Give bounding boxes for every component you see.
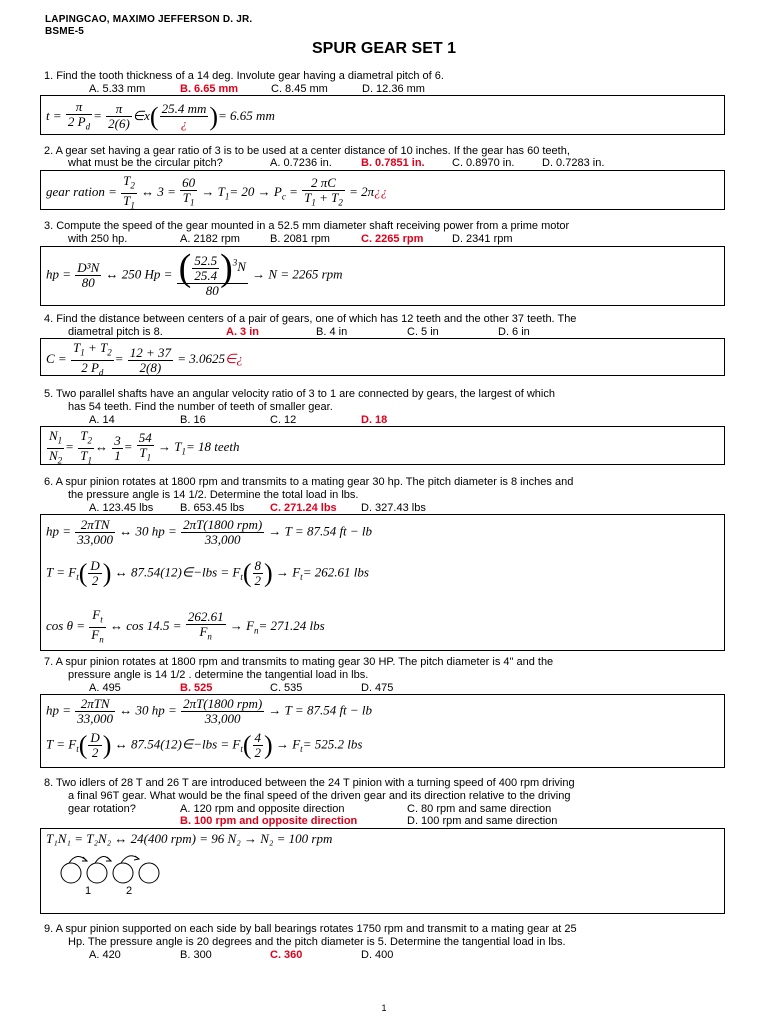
- solution-box-5: [40, 426, 725, 465]
- solution-box-6: [40, 514, 725, 651]
- question-9-line1: 9. A spur pinion supported on each side by ball bearings rotates 1750 rpm and transmit to a mating gear at 25: [44, 923, 577, 935]
- question-8-line2: a final 96T gear. What would be the final speed of the driven gear and its direction relative to the driving: [68, 790, 571, 802]
- diagram-label-2: 2: [126, 885, 133, 897]
- gear-circle-2: [87, 863, 107, 883]
- q4-choice-a: A. 3 in: [226, 326, 260, 338]
- q9-choice-b: B. 300: [180, 949, 212, 961]
- question-3-line1: 3. Compute the speed of the gear mounted in a 52.5 mm diameter shaft receiving power from a prime motor: [44, 220, 570, 232]
- gear-circle-3: [113, 863, 133, 883]
- question-9-line2: Hp. The pressure angle is 20 degrees and the pitch diameter is 5. Determine the tangential load in lbs.: [68, 936, 566, 948]
- solution-4-equation: C = $\frac{T_1 + T_2}{2 P_d}$ = $\frac{12 + 37}{2(8)}$ = 3.0625∈¿: [46, 340, 243, 378]
- question-7-line2: pressure angle is 14 1/2 . determine the tangential load in lbs.: [68, 669, 369, 681]
- q9-choice-c: C. 360: [270, 949, 303, 961]
- q3-choice-b: B. 2081 rpm: [270, 233, 330, 245]
- solution-2-equation: gear ration = $\frac{T_2}{T_1}$ ↔ 3 = $\frac{60}{T_1}$ → $T_1= 20 \to P_c$ = $\frac{2 \pi C}{T_1 + T_2}$ = 2π¿¿: [46, 173, 388, 211]
- question-6-line1: 6. A spur pinion rotates at 1800 rpm and transmits to a mating gear 30 hp. The pitch diameter is 8 inches and: [44, 476, 574, 488]
- student-name: LAPINGCAO, MAXIMO JEFFERSON D. JR.: [45, 14, 253, 25]
- q3-choice-c: C. 2265 rpm: [361, 233, 424, 245]
- diagram-label-1: 1: [85, 885, 92, 897]
- q5-choice-d: D. 18: [361, 414, 388, 426]
- solution-box-1: [40, 95, 725, 135]
- q8-choice-d: D. 100 rpm and same direction: [407, 815, 558, 827]
- solution-7-line2: $T = F_t$( $\frac{D}{2}$ ) ↔ 87.54(12)∈−lbs = $F_t$( $\frac{4}{2}$ ) → $F_t= 525.2$ lbs: [46, 730, 363, 760]
- q3-choice-a: A. 2182 rpm: [180, 233, 240, 245]
- q2-choice-b: B. 0.7851 in.: [361, 157, 425, 169]
- question-4-line1: 4. Find the distance between centers of a pair of gears, one of which has 12 teeth and the other 37 teeth. The: [44, 313, 577, 325]
- question-2-line2: what must be the circular pitch?: [68, 157, 223, 169]
- question-5-line1: 5. Two parallel shafts have an angular velocity ratio of 3 to 1 are connected by gears, the largest of which: [44, 388, 555, 400]
- q5-choice-a: A. 14: [89, 414, 115, 426]
- solution-5-equation: $\frac{N_1}{N_2}$ = $\frac{T_2}{T_1}$ ↔ $\frac{3}{1}$ = $\frac{54}{T_1}$ → $T_1= 18$ teeth: [49, 428, 240, 466]
- gear-circle-4: [139, 863, 159, 883]
- q4-choice-b: B. 4 in: [316, 326, 348, 338]
- question-8-line1: 8. Two idlers of 28 T and 26 T are introduced between the 24 T pinion with a turning speed of 400 rpm driving: [44, 777, 575, 789]
- q4-choice-c: C. 5 in: [407, 326, 439, 338]
- q1-choice-d: D. 12.36 mm: [362, 83, 425, 95]
- solution-6-line1: hp = $\frac{\text{2πTN}}{33,000}$ ↔ 30 hp = $\frac{\text{2πT(1800 rpm)}}{33,000}$ → T = 87.54 ft − lb: [46, 517, 373, 547]
- q8-choice-c: C. 80 rpm and same direction: [407, 803, 552, 815]
- q1-choice-b: B. 6.65 mm: [180, 83, 239, 95]
- question-4-line2: diametral pitch is 8.: [68, 326, 163, 338]
- q9-choice-d: D. 400: [361, 949, 394, 961]
- question-8-line3: gear rotation?: [68, 803, 136, 815]
- q9-choice-a: A. 420: [89, 949, 121, 961]
- q1-choice-c: C. 8.45 mm: [271, 83, 328, 95]
- q7-choice-d: D. 475: [361, 682, 394, 694]
- q5-choice-c: C. 12: [270, 414, 297, 426]
- q4-choice-d: D. 6 in: [498, 326, 530, 338]
- question-6-line2: the pressure angle is 14 1/2. Determine the total load in lbs.: [68, 489, 359, 501]
- solution-3-equation: hp = $\frac{\text{D³N}}{80}$ ↔ 250 Hp = ( $\frac{52.5}{25.4}$ )$^3$N 80 → N = 2265 rpm: [46, 247, 343, 298]
- rotation-arrow-1: [69, 856, 87, 863]
- solution-box-4: [40, 338, 725, 376]
- gear-circle-1: [61, 863, 81, 883]
- q3-choice-d: D. 2341 rpm: [452, 233, 513, 245]
- q7-choice-b: B. 525: [180, 682, 213, 694]
- page-number: 1: [381, 1003, 387, 1013]
- idler-gear-diagram: [51, 847, 171, 907]
- solution-box-8: [40, 828, 725, 914]
- q7-choice-a: A. 495: [89, 682, 121, 694]
- question-7-line1: 7. A spur pinion rotates at 1800 rpm and transmits to mating gear 30 HP. The pitch diameter is 4" and the: [44, 656, 554, 668]
- q6-choice-d: D. 327.43 lbs: [361, 502, 426, 514]
- q8-choice-a: A. 120 rpm and opposite direction: [180, 803, 345, 815]
- solution-box-3: [40, 246, 725, 306]
- question-1: 1. Find the tooth thickness of a 14 deg. Involute gear having a diametral pitch of 6.: [44, 70, 444, 82]
- q2-choice-a: A. 0.7236 in.: [270, 157, 332, 169]
- solution-6-line3: cos θ = $\frac{F_t}{F_n}$ ↔ cos 14.5 = $\frac{262.61}{F_n}$ → $F_n= 271.24$ lbs: [46, 607, 325, 645]
- q1-choice-a: A. 5.33 mm: [89, 83, 146, 95]
- q6-choice-c: C. 271.24 lbs: [270, 502, 337, 514]
- q2-choice-d: D. 0.7283 in.: [542, 157, 605, 169]
- q6-choice-a: A. 123.45 lbs: [89, 502, 154, 514]
- solution-8-equation: T₁N₁ = T₂N₂ ↔ 24(400 rpm) = 96 N₂ → N₂ = 100 rpm: [46, 831, 333, 846]
- q7-choice-c: C. 535: [270, 682, 303, 694]
- rotation-arrow-2: [95, 856, 111, 863]
- q6-choice-b: B. 653.45 lbs: [180, 502, 245, 514]
- q8-choice-b: B. 100 rpm and opposite direction: [180, 815, 358, 827]
- solution-6-line2: $T = F_t$( $\frac{D}{2}$ ) ↔ 87.54(12)∈−lbs = $F_t$( $\frac{8}{2}$ ) → $F_t= 262.61$ lbs: [46, 558, 369, 588]
- solution-box-7: [40, 694, 725, 768]
- course-code: BSME-5: [45, 26, 84, 37]
- page-title: SPUR GEAR SET 1: [311, 40, 457, 57]
- solution-1-equation: t = $\frac{\pi}{2 P_d}$ = $\frac{\pi}{2(6)}$ ∈x( $\frac{25.4 mm}{¿}$ )= 6.65 mm: [46, 99, 275, 132]
- q5-choice-b: B. 16: [180, 414, 206, 426]
- solution-box-2: [40, 170, 725, 210]
- question-3-line2: with 250 hp.: [68, 233, 128, 245]
- question-5-line2: has 54 teeth. Find the number of teeth of smaller gear.: [68, 401, 333, 413]
- question-2-line1: 2. A gear set having a gear ratio of 3 is to be used at a center distance of 10 inches. If the gear has 60 teeth,: [44, 145, 570, 157]
- q2-choice-c: C. 0.8970 in.: [452, 157, 515, 169]
- solution-7-line1: hp = $\frac{\text{2πTN}}{33,000}$ ↔ 30 hp = $\frac{\text{2πT(1800 rpm)}}{33,000}$ → T = 87.54 ft − lb: [46, 696, 373, 726]
